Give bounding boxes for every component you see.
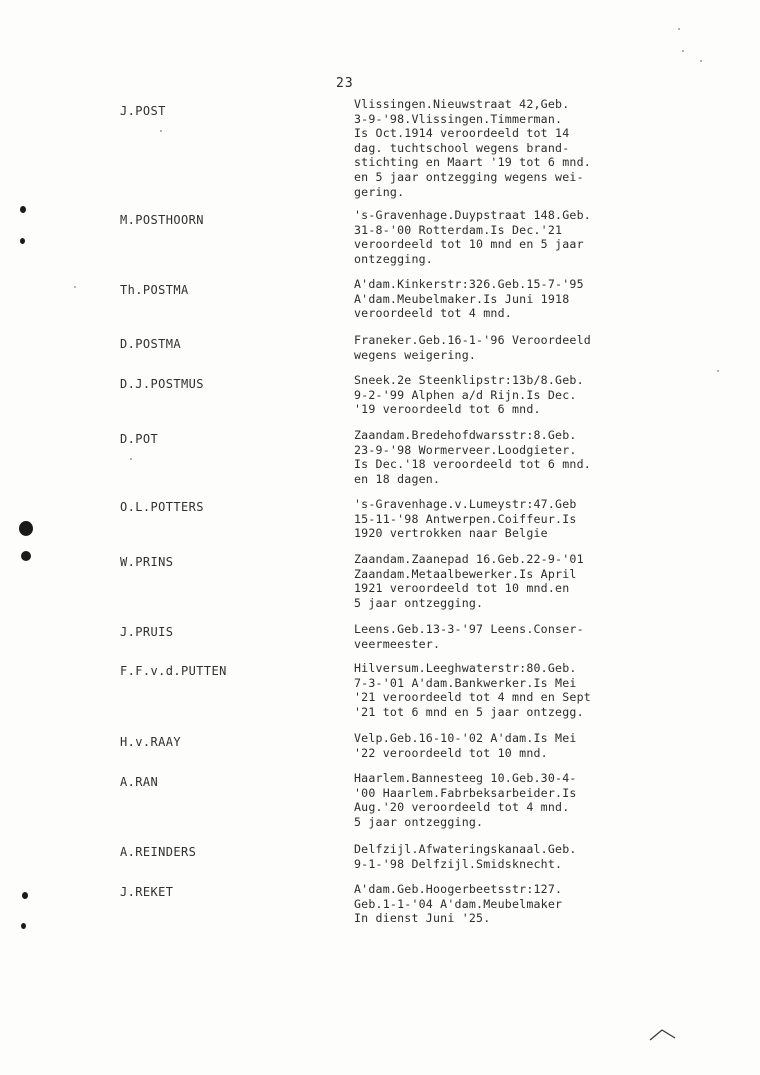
- entry-details: Zaandam.Bredehofdwarsstr:8.Geb. 23-9-'98 Wormerveer.Loodgieter. Is Dec.'18 veroordeeld tot 6 mnd. en 18 dagen.: [354, 428, 591, 486]
- entry-details: A'dam.Kinkerstr:326.Geb.15-7-'95 A'dam.Meubelmaker.Is Juni 1918 veroordeeld tot 4 mnd.: [354, 277, 584, 321]
- punch-hole: [22, 892, 28, 899]
- speck: [74, 286, 76, 288]
- speck: [678, 28, 680, 30]
- page-number: 23: [336, 76, 354, 91]
- entry-details: Leens.Geb.13-3-'97 Leens.Conser- veermeester.: [354, 622, 584, 651]
- entry-details: Zaandam.Zaanepad 16.Geb.22-9-'01 Zaandam.Metaalbewerker.Is April 1921 veroordeeld tot 10 mnd.en 5 jaar ontzegging.: [354, 552, 584, 610]
- entry-details: Franeker.Geb.16-1-'96 Veroordeeld wegens weigering.: [354, 333, 591, 362]
- entry-name: D.J.POSTMUS: [120, 377, 204, 391]
- entry-name: J.REKET: [120, 885, 174, 899]
- entry-name: H.v.RAAY: [120, 735, 181, 749]
- entry-name: W.PRINS: [120, 555, 174, 569]
- entry-name: M.POSTHOORN: [120, 213, 204, 227]
- entry-name: F.F.v.d.PUTTEN: [120, 664, 227, 678]
- entry-name: A.RAN: [120, 775, 159, 789]
- entry-details: A'dam.Geb.Hoogerbeetsstr:127. Geb.1-1-'04 A'dam.Meubelmaker In dienst Juni '25.: [354, 882, 563, 926]
- entry-details: Sneek.2e Steenklipstr:13b/8.Geb. 9-2-'99 Alphen a/d Rijn.Is Dec. '19 veroordeeld tot 6 mnd.: [354, 373, 584, 417]
- punch-hole: [20, 238, 25, 244]
- speck: [700, 60, 702, 62]
- punch-hole: [19, 521, 33, 536]
- entry-name: D.POSTMA: [120, 337, 181, 351]
- speck: [682, 50, 684, 52]
- speck: [160, 130, 162, 132]
- entry-details: Vlissingen.Nieuwstraat 42,Geb. 3-9-'98.Vlissingen.Timmerman. Is Oct.1914 veroordeeld tot 14 dag. tuchtschool wegens brand- stichting en Maart '19 tot 6 mnd. en 5 jaar ontzegging wegens wei- gering.: [354, 97, 591, 199]
- speck: [717, 370, 719, 372]
- entry-details: 's-Gravenhage.v.Lumeystr:47.Geb 15-11-'98 Antwerpen.Coiffeur.Is 1920 vertrokken naar Belgie: [354, 497, 577, 541]
- entry-name: J.PRUIS: [120, 625, 174, 639]
- entry-name: O.L.POTTERS: [120, 500, 204, 514]
- speck: [130, 458, 132, 460]
- punch-hole: [21, 551, 31, 561]
- entry-details: Hilversum.Leeghwaterstr:80.Geb. 7-3-'01 A'dam.Bankwerker.Is Mei '21 veroordeeld tot 4 mnd en Sept '21 tot 6 mnd en 5 jaar ontzegg.: [354, 661, 591, 719]
- entry-details: Velp.Geb.16-10-'02 A'dam.Is Mei '22 veroordeeld tot 10 mnd.: [354, 731, 577, 760]
- entry-name: A.REINDERS: [120, 845, 197, 859]
- punch-hole: [21, 923, 26, 929]
- entry-details: Delfzijl.Afwateringskanaal.Geb. 9-1-'98 Delfzijl.Smidsknecht.: [354, 842, 577, 871]
- entry-name: Th.POSTMA: [120, 283, 189, 297]
- entry-name: D.POT: [120, 432, 159, 446]
- entry-name: J.POST: [120, 104, 166, 118]
- entry-details: 's-Gravenhage.Duypstraat 148.Geb. 31-8-'00 Rotterdam.Is Dec.'21 veroordeeld tot 10 mnd en 5 jaar ontzegging.: [354, 208, 591, 266]
- punch-hole: [20, 206, 26, 213]
- corner-mark: [648, 1026, 678, 1046]
- entry-details: Haarlem.Bannesteeg 10.Geb.30-4- '00 Haarlem.Fabrbeksarbeider.Is Aug.'20 veroordeeld tot 4 mnd. 5 jaar ontzegging.: [354, 771, 577, 829]
